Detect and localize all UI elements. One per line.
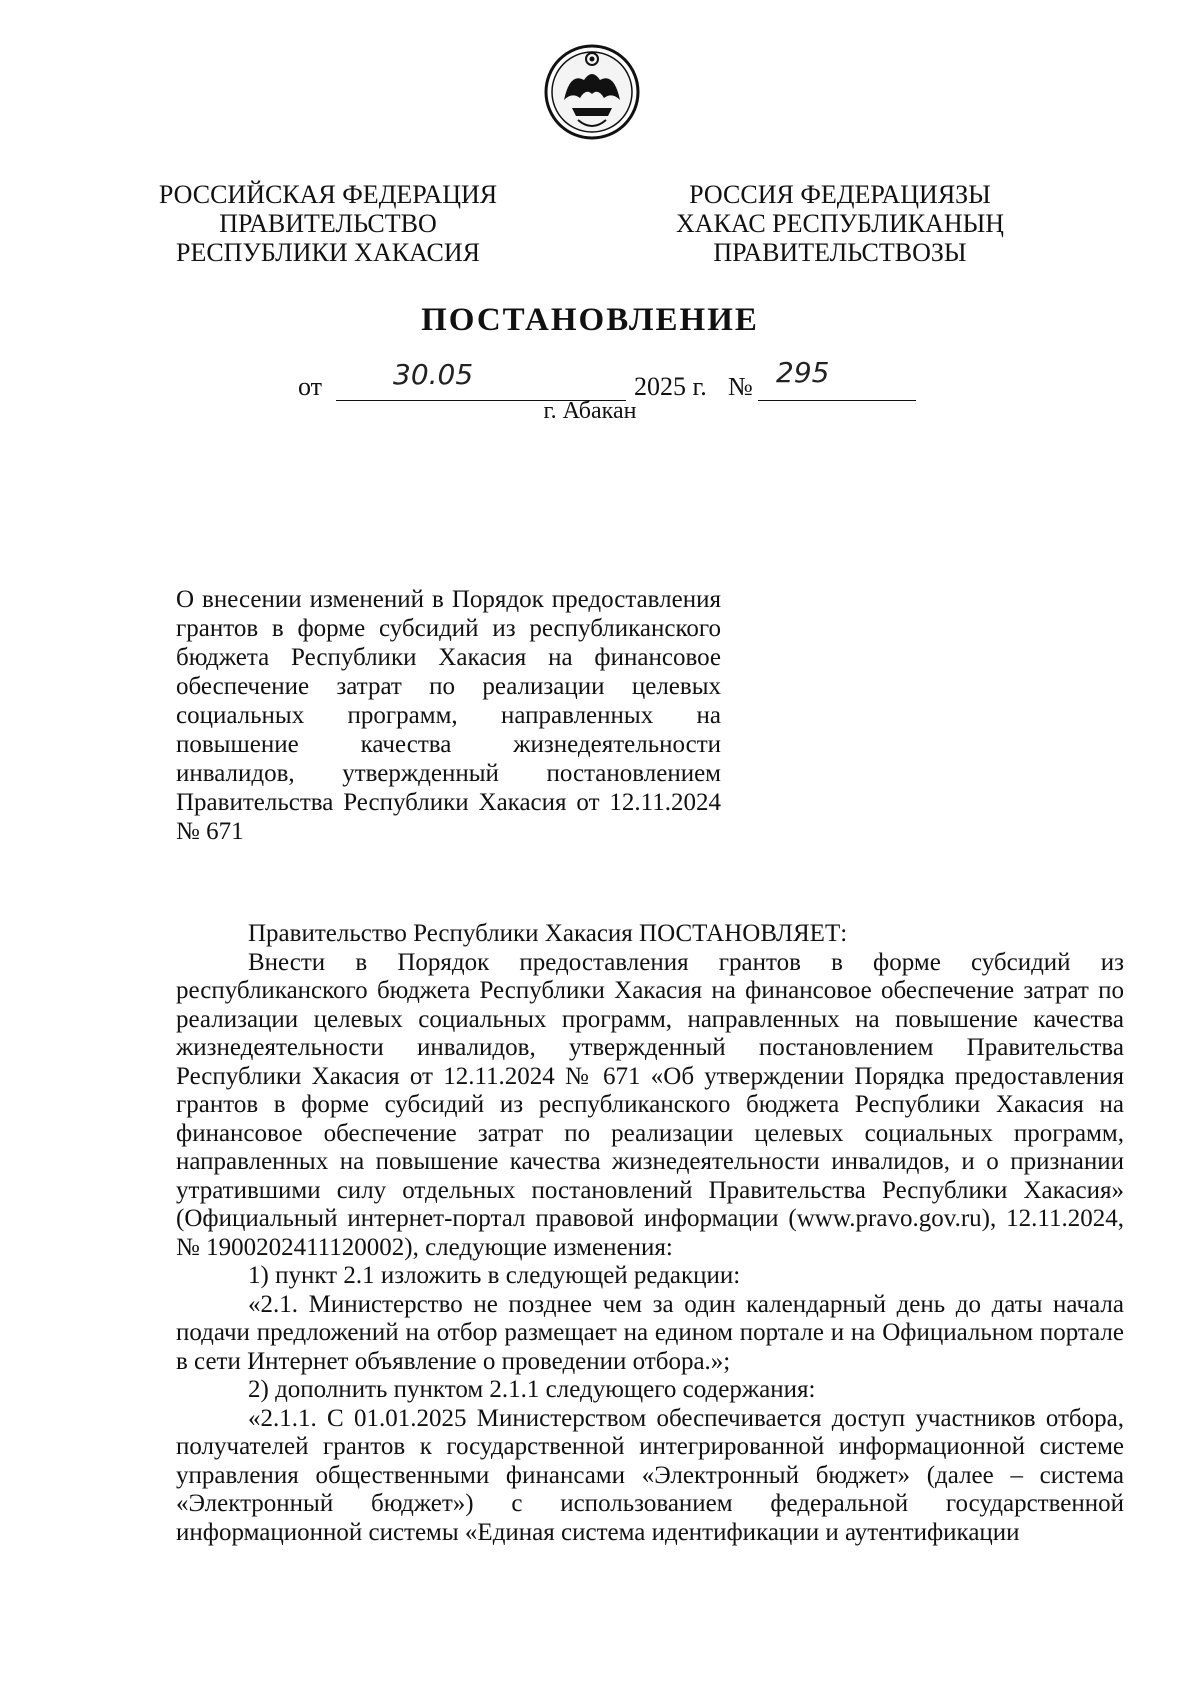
paragraph-1: Правительство Республики Хакасия ПОСТАНОВЛЯЕТ: <box>248 920 848 947</box>
paragraph-5: 2) дополнить пунктом 2.1.1 следующего содержания: <box>248 1376 816 1403</box>
header-left-line-2: ПРАВИТЕЛЬСТВО <box>219 209 437 238</box>
header-left-line-1: РОССИЙСКАЯ ФЕДЕРАЦИЯ <box>158 180 498 209</box>
date-year: 2025 г. <box>634 372 707 401</box>
date-underline <box>336 368 626 401</box>
header-right-line-2: ХАКАС РЕСПУБЛИКАНЫҢ <box>675 209 1005 238</box>
number-handwritten: 295 <box>776 356 830 389</box>
khakassia-coat-of-arms-icon <box>542 42 642 142</box>
city: г. Абакан <box>543 398 637 424</box>
document-title: ПОСТАНОВЛЕНИЕ <box>421 302 759 338</box>
date-prefix: от <box>298 372 323 401</box>
header-left-line-3: РЕСПУБЛИКИ ХАКАСИЯ <box>175 238 480 267</box>
header-right-line-1: РОССИЯ ФЕДЕРАЦИЯЗЫ <box>689 180 991 209</box>
paragraph-3: 1) пункт 2.1 изложить в следующей редакции: <box>248 1262 741 1289</box>
date-handwritten: 30.05 <box>393 358 474 391</box>
header-right-line-3: ПРАВИТЕЛЬСТВОЗЫ <box>713 238 967 267</box>
document-body <box>176 920 1124 1547</box>
number-sign: № <box>728 372 753 401</box>
paragraph-2: Внести в Порядок предоставления грантов в форме субсидий из республиканского бюджета Республики Хакасия на финансовое обеспечение затрат по реализации целевых социальных программ, направленных на повышение качества жизнедеятельности инвалидов, утвержденный постановлением Правительства Республики Хакасия от 12.11.2024 № 671 «Об утверждении Порядка предоставления грантов в форме субсидий из республиканского бюджета Республики Хакасия на финансовое обеспечение затрат по реализации целевых социальных программ, направленных на повышение качества жизнедеятельности инвалидов, и о признании утратившими силу отдельных постановлений Правительства Республики Хакасия» (Официальный интернет-портал правовой информации (www.pravo.gov.ru), 12.11.2024, № 1900202411120002), следующие изменения: <box>176 948 1124 1261</box>
header-right <box>660 180 1020 267</box>
document-subject: О внесении изменений в Порядок предоставления грантов в форме субсидий из республиканского бюджета Республики Хакасия на финансовое обеспечение затрат по реализации целевых социальных программ, направленных на повышение качества жизнедеятельности инвалидов, утвержденный постановлением Правительства Республики Хакасия от 12.11.2024 № 671 <box>176 586 721 845</box>
paragraph-6: «2.1.1. С 01.01.2025 Министерством обеспечивается доступ участников отбора, получателей грантов к государственной интегрированной информационной системе управления общественными финансами «Электронный бюджет» (далее – система «Электронный бюджет») с использованием федеральной государственной информационной системы «Единая система идентификации и аутентификации <box>176 1404 1124 1546</box>
paragraph-4: «2.1. Министерство не позднее чем за один календарный день до даты начала подачи предложений на отбор размещает на едином портале и на Официальном портале в сети Интернет объявление о проведении отбора.»; <box>176 1290 1124 1375</box>
header-left <box>138 180 518 267</box>
